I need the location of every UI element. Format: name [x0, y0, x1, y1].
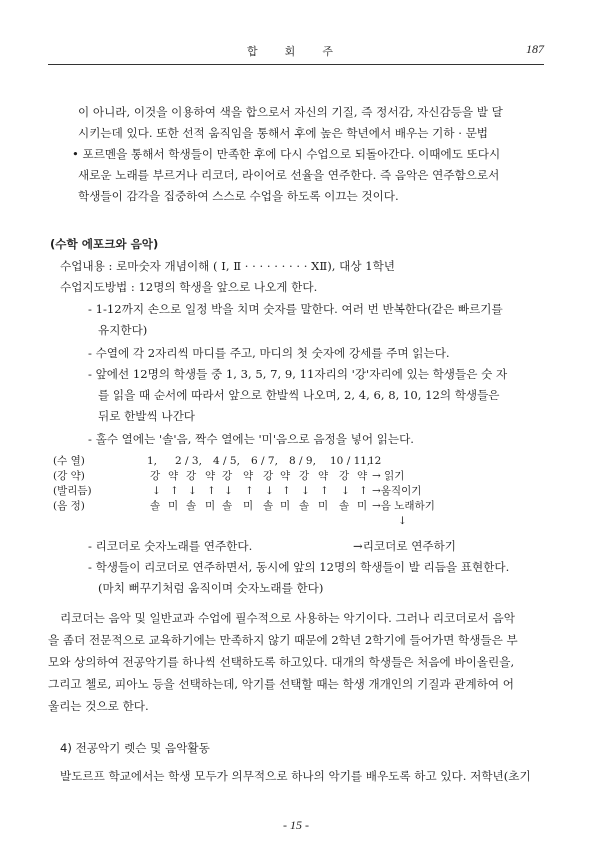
grid-strength: 약 — [280, 470, 291, 482]
intro-line: 학생들이 감각을 집중하여 스스로 수업을 하도록 이끄는 것이다. — [78, 189, 399, 203]
grid-number: 6 / 7, — [251, 455, 278, 467]
grid-note: →음 노래하기 — [372, 500, 435, 512]
students-step-note: (마치 뻐꾸기처럼 움직이며 숫자노래를 한다) — [98, 581, 324, 595]
intro-line: • 포르멘을 통해서 학생들이 만족한 후에 다시 수업으로 되돌아간다. 이때에도 또다시 — [72, 147, 501, 161]
grid-pitch: 미 — [205, 500, 216, 512]
grid-extra-arrow: ↓ — [398, 515, 407, 527]
recorder-step: - 리코더로 숫자노래를 연주한다. — [88, 539, 253, 553]
paragraph-line: 발도르프 학교에서는 학생 모두가 의무적으로 하나의 악기를 배우도록 하고 있다. 저학년(초기 — [60, 769, 531, 783]
grid-row-label: (음 정) — [53, 500, 85, 512]
header-page-number: 187 — [526, 42, 544, 56]
grid-strength: 약 — [205, 470, 216, 482]
grid-step-arrow: ↓ — [152, 485, 161, 497]
lesson-method: 수업지도방법 : 12명의 학생을 앞으로 나오게 한다. — [60, 280, 318, 294]
grid-strength: 강 — [222, 470, 233, 482]
grid-pitch: 미 — [168, 500, 179, 512]
grid-step-arrow: ↓ — [341, 485, 350, 497]
paragraph-line: 을 좀더 전문적으로 교육하기에는 만족하지 않기 때문에 2학년 2학기에 들어가면 학생들은 부 — [48, 633, 518, 647]
grid-step-arrow: ↑ — [320, 485, 329, 497]
grid-row-label: (수 열) — [53, 455, 85, 467]
grid-strength: 약 — [318, 470, 329, 482]
grid-note: → 읽기 — [372, 470, 405, 482]
grid-step-arrow: ↑ — [359, 485, 368, 497]
grid-strength: 약 — [168, 470, 179, 482]
section-title: (수학 에포크와 음악) — [50, 237, 159, 251]
header-rule — [48, 64, 544, 65]
grid-row-label: (강 약) — [53, 470, 85, 482]
grid-number: 1, — [147, 455, 158, 467]
grid-strength: 약 — [243, 470, 254, 482]
lesson-content: 수업내용 : 로마숫자 개념이해 ( Ⅰ, Ⅱ · · · · · · · · · ⅩⅡ), 대상 1학년 — [60, 259, 395, 273]
grid-strength: 강 — [263, 470, 274, 482]
grid-number: 12 — [368, 455, 382, 467]
grid-strength: 약 — [357, 470, 368, 482]
subheading: 4) 전공악기 렛슨 및 음악활동 — [60, 741, 210, 755]
step-line: - 수열에 각 2자리씩 마디를 주고, 마디의 첫 숫자에 강세를 주며 읽는다. — [88, 346, 450, 360]
grid-step-arrow: ↓ — [265, 485, 274, 497]
grid-step-arrow: ↑ — [207, 485, 216, 497]
grid-pitch: 솔 — [263, 500, 274, 512]
grid-pitch: 솔 — [186, 500, 197, 512]
paragraph-line: 울리는 것으로 한다. — [48, 699, 149, 713]
paragraph-line: 리코더는 음악 및 일반교과 수업에 필수적으로 사용하는 악기이다. 그러나 리코더로서 음악 — [60, 611, 515, 625]
header-title: 합 회 주 — [247, 46, 345, 58]
grid-pitch: 미 — [280, 500, 291, 512]
step-line: 를 읽을 때 순서에 따라서 앞으로 한발씩 나오며, 2, 4, 6, 8, 10, 12의 학생들은 — [98, 388, 500, 402]
grid-pitch: 솔 — [339, 500, 350, 512]
grid-pitch: 미 — [357, 500, 368, 512]
grid-row-label: (발리듬) — [53, 485, 92, 497]
paragraph-line: 모와 상의하여 전공악기를 하나씩 선택하도록 하고있다. 대개의 학생들은 처음에 바이올린을, — [48, 655, 515, 669]
students-step: - 학생들이 리코더로 연주하면서, 동시에 앞의 12명의 학생들이 발 리듬을 표현한다. — [88, 560, 510, 574]
paragraph-line: 그리고 첼로, 피아노 등을 선택하는데, 악기를 선택할 때는 학생 개개인의 기질과 관계하여 어 — [48, 677, 514, 691]
step-line: 뒤로 한발씩 나간다 — [98, 409, 195, 423]
grid-step-arrow: ↓ — [188, 485, 197, 497]
intro-line: 이 아니라, 이것을 이용하여 색을 합으로서 자신의 기질, 즉 정서감, 자신감등을 발 달 — [78, 105, 503, 119]
grid-strength: 강 — [150, 470, 161, 482]
grid-number: 2 / 3, — [175, 455, 202, 467]
grid-number: 4 / 5, — [213, 455, 240, 467]
grid-step-arrow: ↑ — [282, 485, 291, 497]
step-line: - 앞에선 12명의 학생들 중 1, 3, 5, 7, 9, 11자리의 '강'자리에 있는 학생들은 숫 자 — [88, 367, 508, 381]
grid-strength: 강 — [186, 470, 197, 482]
step-line: - 1-12까지 손으로 일정 박을 치며 숫자를 말한다. 여러 번 반복한다(같은 빠르기를 — [88, 302, 503, 316]
grid-step-arrow: ↓ — [301, 485, 310, 497]
grid-pitch: 미 — [318, 500, 329, 512]
intro-line: 새로운 노래를 부르거나 리코더, 라이어로 선율을 연주한다. 즉 음악은 연주함으로서 — [78, 168, 500, 182]
grid-strength: 강 — [299, 470, 310, 482]
grid-number: 10 / 11, — [330, 455, 371, 467]
recorder-step-note: →리코더로 연주하기 — [353, 539, 456, 553]
grid-step-arrow: ↑ — [245, 485, 254, 497]
running-header — [48, 40, 544, 62]
grid-pitch: 솔 — [150, 500, 161, 512]
grid-pitch: 솔 — [222, 500, 233, 512]
grid-note: →움직이기 — [372, 485, 422, 497]
grid-number: 8 / 9, — [289, 455, 316, 467]
grid-pitch: 미 — [243, 500, 254, 512]
page-footer: - 15 - — [283, 818, 309, 832]
grid-step-arrow: ↓ — [224, 485, 233, 497]
grid-pitch: 솔 — [299, 500, 310, 512]
grid-step-arrow: ↑ — [170, 485, 179, 497]
step-line: 유지한다) — [98, 323, 148, 337]
grid-strength: 강 — [339, 470, 350, 482]
step-line: - 홀수 열에는 '솔'음, 짝수 열에는 '미'음으로 음정을 넣어 읽는다. — [88, 432, 414, 446]
intro-line: 시키는데 있다. 또한 선적 움직임을 통해서 후에 높은 학년에서 배우는 기하 · 문법 — [78, 126, 488, 140]
